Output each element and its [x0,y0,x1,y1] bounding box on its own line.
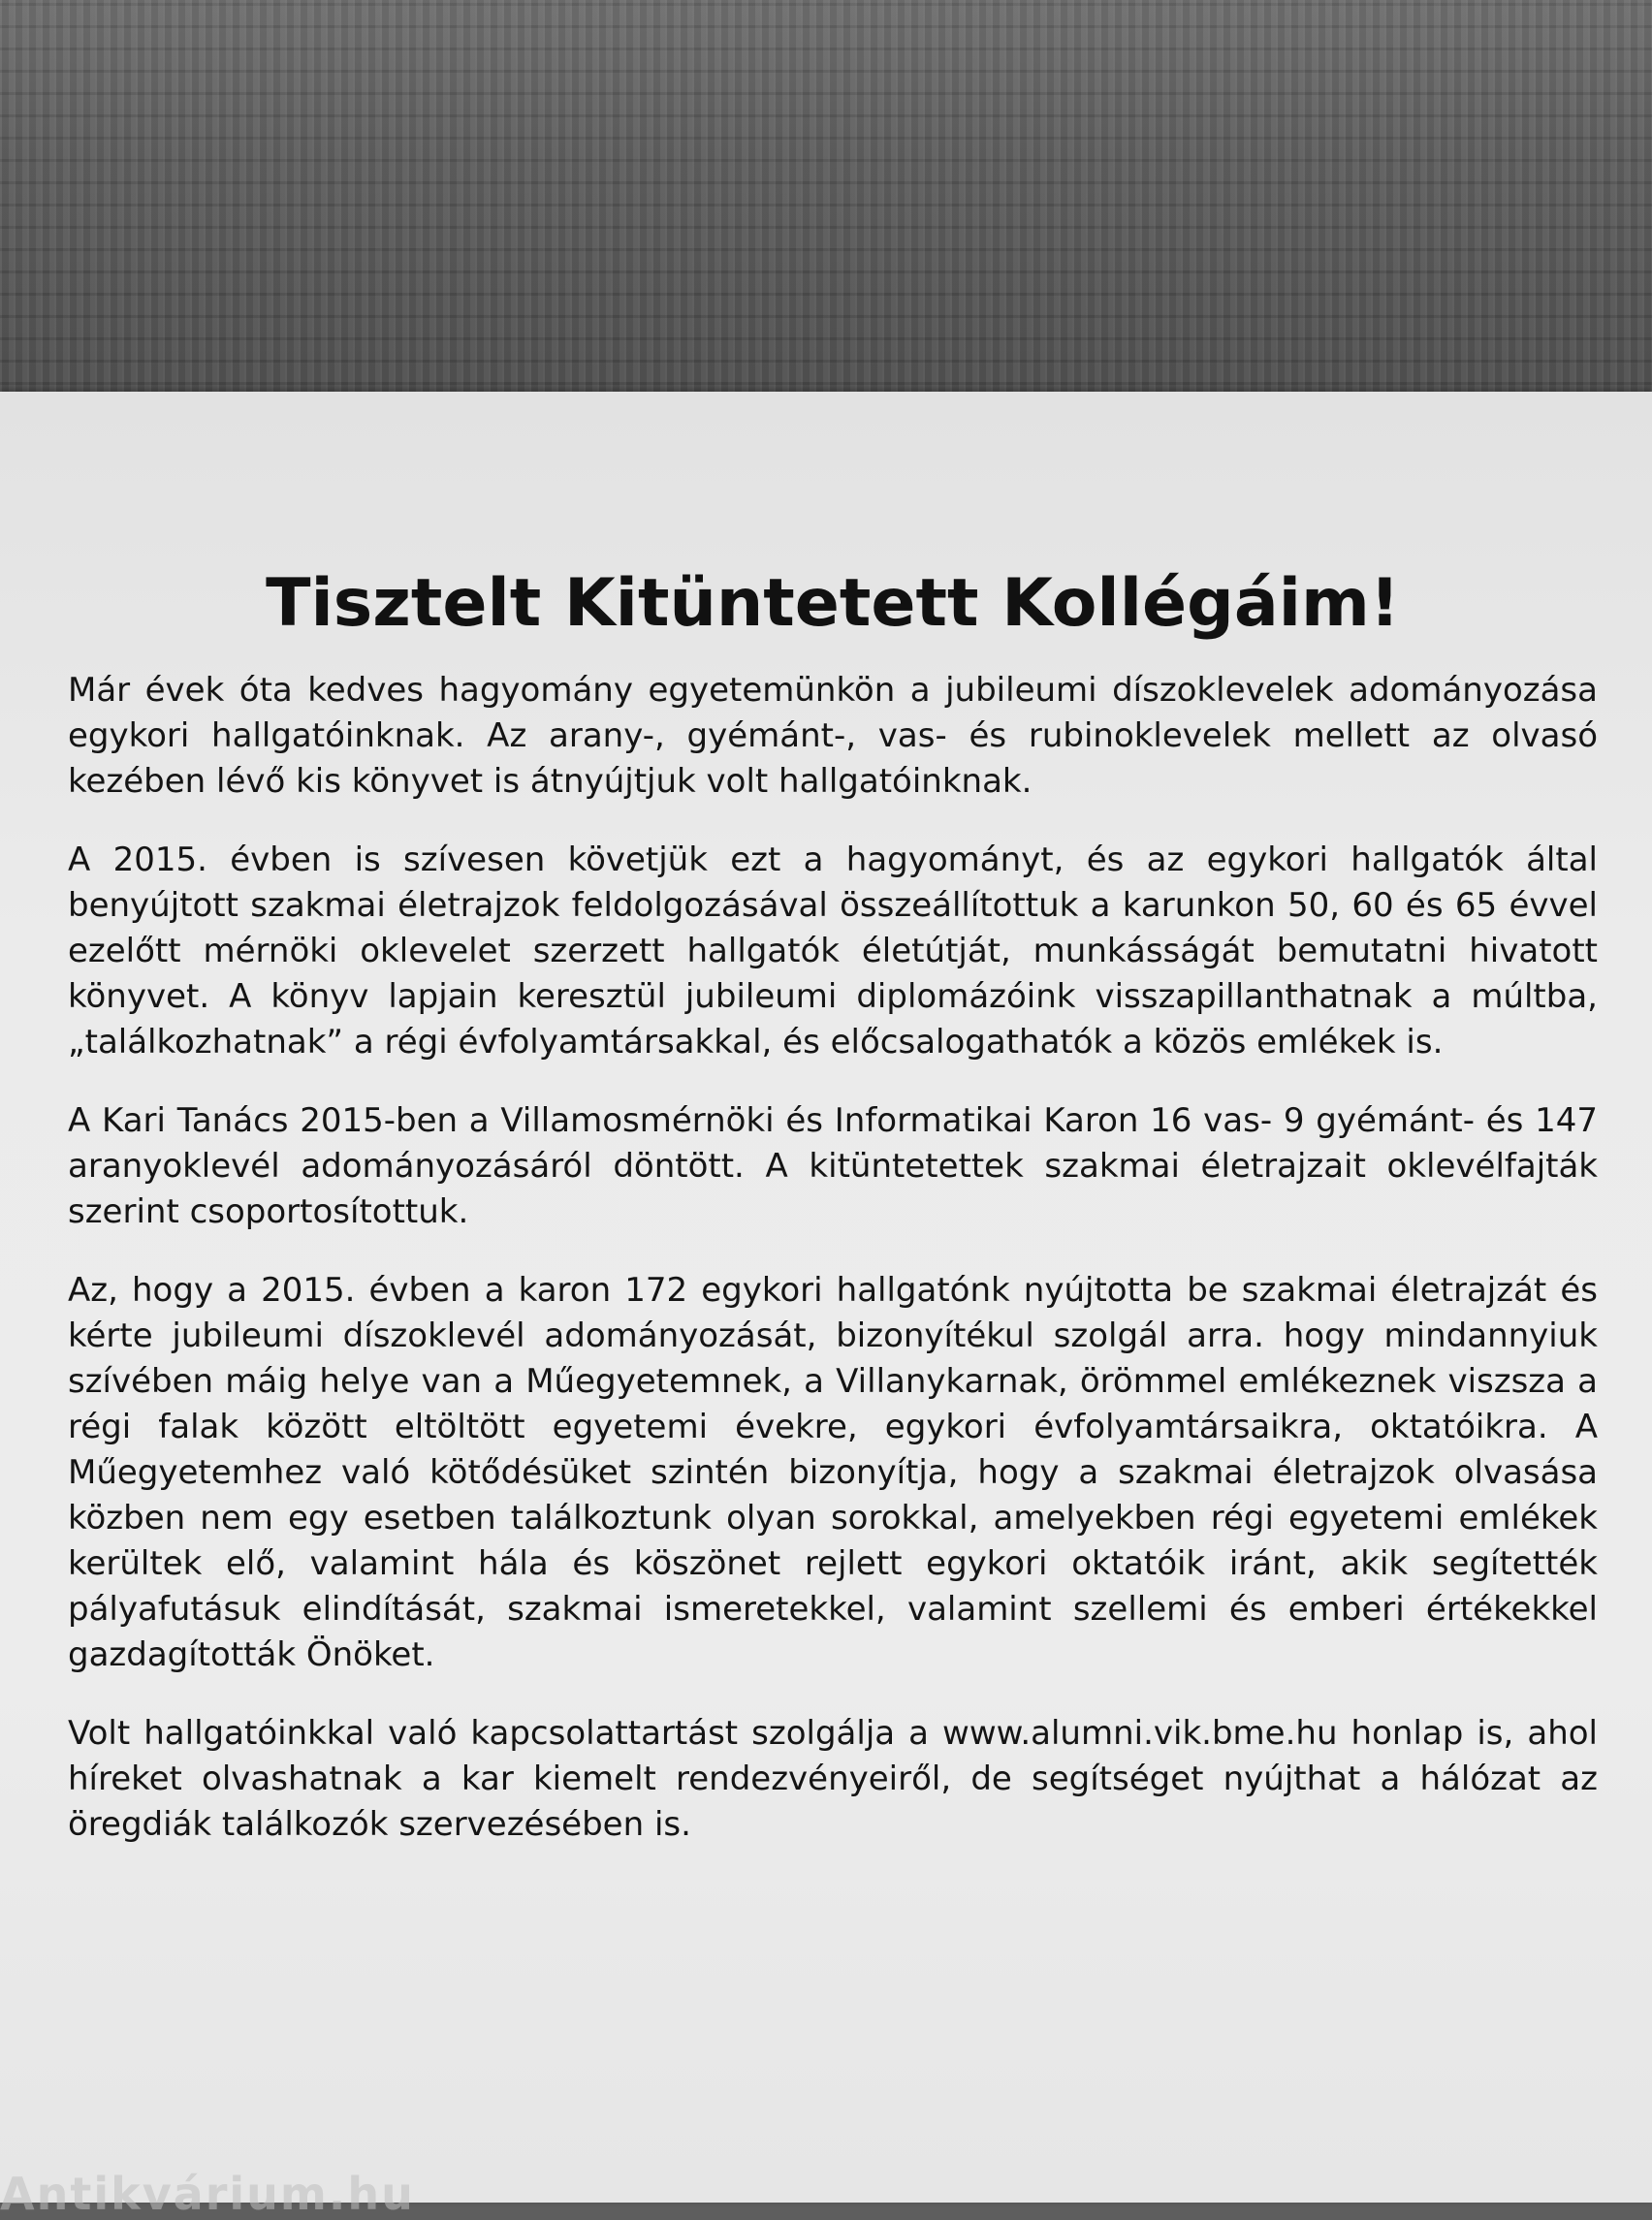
paragraph-2: A 2015. évben is szívesen követjük ezt a hagyományt, és az egykori hallgatók által benyújtott szakmai életrajzok feldolgozásával összeállítottuk a karunkon 50, 60 és 65 évvel ezelőtt mérnöki oklevelet szerzett hallgatók életútját, munkásságát bemutatni hivatott könyvet. A könyv lapjain keresztül jubileumi diplomázóink visszapillanthatnak a múltba, „találkozhatnak” a régi évfolyamtársakkal, és előcsalogathatók a közös emlékek is. [68,840,1598,1062]
page-content [68,565,1598,1881]
paragraph-4: Az, hogy a 2015. évben a karon 172 egykori hallgatónk nyújtotta be szakmai életrajzát és kérte jubileumi díszoklevél adományozását, bizonyítékul szolgál arra. hogy mindannyiuk szívében máig helye van a Műegyetemnek, a Villanykarnak, örömmel emlékeznek viszsza a régi falak között eltöltött egyetemi évekre, egykori évfolyamtársaikra, oktatóikra. A Műegyetemhez való kötődésüket szintén bizonyítja, hogy a szakmai életrajzok olvasása közben nem egy esetben találkoztunk olyan sorokkal, amelyekben régi egyetemi emlékek kerültek elő, valamint hála és köszönet rejlett egykori oktatóik iránt, akik segítették pályafutásuk elindítását, szakmai ismeretekkel, valamint szellemi és emberi értékekkel gazdagították Önöket. [68,1270,1598,1674]
paragraph-3: A Kari Tanács 2015-ben a Villamosmérnöki és Informatikai Karon 16 vas- 9 gyémánt- és 147 aranyoklevél adományozásáról döntött. A kitüntetettek szakmai életrajzait oklevélfajták szerint csoportosítottuk. [68,1100,1598,1231]
paragraph-1: Már évek óta kedves hagyomány egyetemünkön a jubileumi díszoklevelek adományozása egykori hallgatóinknak. Az arany-, gyémánt-, vas- és rubinoklevelek mellett az olvasó kezében lévő kis könyvet is átnyújtjuk volt hallgatóinknak. [68,670,1598,801]
watermark-text: Antikvárium.hu [0,2168,415,2220]
paragraph-5: Volt hallgatóinkkal való kapcsolattartást szolgálja a www.alumni.vik.bme.hu honlap is, ahol híreket olvashatnak a kar kiemelt rendezvényeiről, de segítséget nyújthat a hálózat az öregdiák találkozók szervezésében is. [68,1713,1598,1844]
background-surface [0,0,1652,407]
book-page [0,392,1652,2220]
page-title: Tisztelt Kitüntetett Kollégáim! [266,565,1400,642]
